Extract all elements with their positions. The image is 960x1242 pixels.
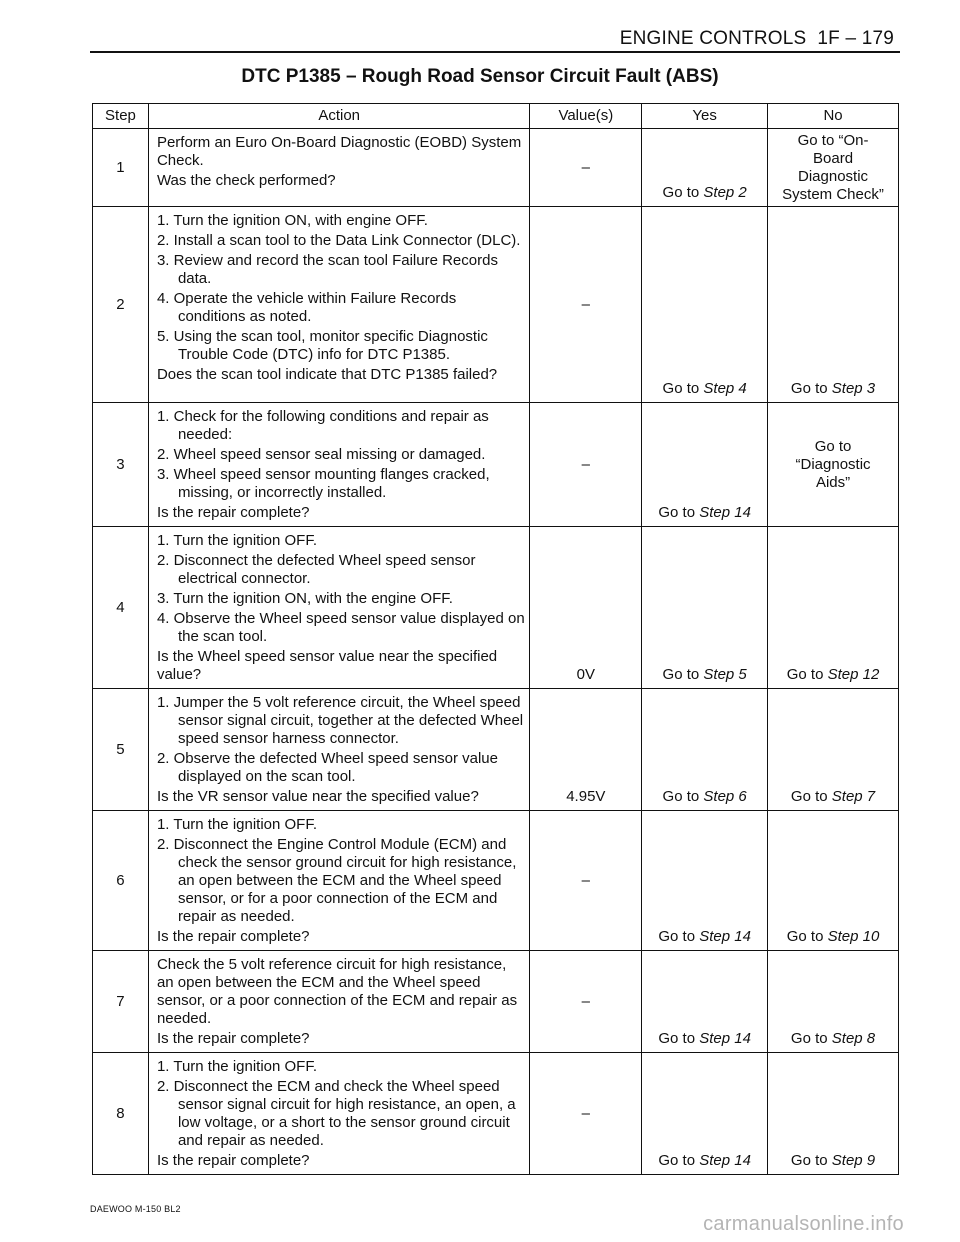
action-line: Was the check performed? (156, 172, 336, 189)
action-line: Is the repair complete? (156, 928, 310, 945)
no-result-text: Go to “Diagnostic Aids” (795, 437, 871, 491)
value-cell: – (530, 951, 642, 1053)
value-cell: 0V (530, 527, 642, 689)
action-cell (148, 207, 529, 403)
no-result (768, 527, 899, 689)
value-cell: – (530, 403, 642, 527)
action-line: 2. Observe the defected Wheel speed sensor value displayed on the scan tool. (156, 750, 498, 785)
no-result-prefix: Go to (790, 380, 828, 397)
yes-result-target: Step 6 (703, 788, 747, 805)
no-result-prefix: Go to (786, 928, 824, 945)
document-title: DTC P1385 – Rough Road Sensor Circuit Fault (ABS) (241, 66, 719, 87)
no-result (768, 1053, 899, 1175)
header-rule (90, 51, 900, 53)
step-number: 8 (93, 1053, 149, 1175)
table-row (93, 811, 899, 951)
action-line: Is the VR sensor value near the specified value? (156, 788, 479, 805)
header-section: ENGINE CONTROLS (619, 28, 807, 49)
yes-result-prefix: Go to (658, 928, 696, 945)
column-header-values: Value(s) (530, 104, 642, 129)
action-line: Is the repair complete? (156, 1152, 310, 1169)
no-result-prefix: Go to (786, 666, 824, 683)
step-number: 4 (93, 527, 149, 689)
yes-result-target: Step 14 (699, 928, 751, 945)
step-number: 7 (93, 951, 149, 1053)
no-result (768, 689, 899, 811)
yes-result (642, 129, 768, 207)
action-line: 1. Jumper the 5 volt reference circuit, the Wheel speed sensor signal circuit, together at the defected Wheel speed sensor harness connector. (156, 694, 524, 747)
action-line: 1. Turn the ignition OFF. (156, 816, 318, 833)
column-header-yes: Yes (642, 104, 768, 129)
no-result-target: Step 8 (831, 1030, 876, 1047)
value-cell: – (530, 129, 642, 207)
step-number: 6 (93, 811, 149, 951)
yes-result-target: Step 2 (703, 184, 747, 201)
no-result-prefix: Go to (790, 788, 828, 805)
yes-result-target: Step 14 (699, 504, 751, 521)
step-number: 1 (93, 129, 149, 207)
action-line: 2. Install a scan tool to the Data Link Connector (DLC). (156, 232, 521, 249)
action-line: Is the repair complete? (156, 1030, 310, 1047)
action-line: 1. Check for the following conditions and repair as needed: (156, 408, 489, 443)
action-line: 3. Turn the ignition ON, with the engine OFF. (156, 590, 453, 607)
step-number: 2 (93, 207, 149, 403)
yes-result-prefix: Go to (662, 380, 700, 397)
table-row (93, 689, 899, 811)
no-result-prefix: Go to (790, 1152, 828, 1169)
action-line: Perform an Euro On-Board Diagnostic (EOBD) System Check. (156, 134, 522, 169)
yes-result (642, 527, 768, 689)
no-result-target: Step 9 (831, 1152, 876, 1169)
no-result (768, 129, 899, 207)
no-result-target: Step 10 (827, 928, 880, 945)
value-cell: 4.95V (530, 689, 642, 811)
column-header-action: Action (148, 104, 529, 129)
yes-result-target: Step 4 (703, 380, 747, 397)
no-result-prefix: Go to (790, 1030, 828, 1047)
action-line: 1. Turn the ignition OFF. (156, 532, 318, 549)
action-cell (148, 951, 529, 1053)
value-cell: – (530, 207, 642, 403)
yes-result-prefix: Go to (662, 184, 700, 201)
action-line: Check the 5 volt reference circuit for high resistance, an open between the ECM and the Wheel speed sensor, or a poor connection of the ECM and repair as needed. (156, 956, 518, 1027)
action-line: 2. Disconnect the ECM and check the Wheel speed sensor signal circuit for high resistance, an open, a low voltage, or a short to the sensor ground circuit and repair as needed. (156, 1078, 516, 1149)
no-result-target: Step 3 (831, 380, 876, 397)
footer-code: DAEWOO M-150 BL2 (90, 1204, 181, 1214)
action-line: 3. Wheel speed sensor mounting flanges cracked, missing, or incorrectly installed. (156, 466, 490, 501)
yes-result-prefix: Go to (658, 1030, 696, 1047)
table-row (93, 207, 899, 403)
yes-result (642, 689, 768, 811)
action-line: 2. Wheel speed sensor seal missing or damaged. (156, 446, 486, 463)
no-result (768, 207, 899, 403)
no-result (768, 403, 899, 527)
yes-result-target: Step 14 (699, 1152, 751, 1169)
yes-result-prefix: Go to (658, 504, 696, 521)
action-line: Does the scan tool indicate that DTC P1385 failed? (156, 366, 498, 383)
no-result-text: Go to “On-Board Diagnostic System Check” (782, 131, 884, 203)
action-line: 3. Review and record the scan tool Failure Records data. (156, 252, 498, 287)
action-cell (148, 129, 529, 207)
page-header (620, 28, 894, 50)
yes-result (642, 1053, 768, 1175)
yes-result (642, 207, 768, 403)
action-cell (148, 811, 529, 951)
column-header-step: Step (93, 104, 149, 129)
action-line: 2. Disconnect the defected Wheel speed sensor electrical connector. (156, 552, 476, 587)
header-page: 1F – 179 (817, 28, 894, 49)
table-row (93, 129, 899, 207)
action-line: Is the Wheel speed sensor value near the specified value? (156, 648, 498, 683)
step-number: 3 (93, 403, 149, 527)
yes-result (642, 951, 768, 1053)
yes-result (642, 811, 768, 951)
action-line: 5. Using the scan tool, monitor specific Diagnostic Trouble Code (DTC) info for DTC P1385. (156, 328, 488, 363)
yes-result-target: Step 5 (703, 666, 747, 683)
table-row (93, 403, 899, 527)
yes-result-prefix: Go to (662, 788, 700, 805)
action-cell (148, 1053, 529, 1175)
action-line: 1. Turn the ignition OFF. (156, 1058, 318, 1075)
table-row (93, 1053, 899, 1175)
column-header-no: No (768, 104, 899, 129)
table-row (93, 527, 899, 689)
action-cell (148, 689, 529, 811)
diagnostic-table (92, 103, 899, 1175)
action-line: Is the repair complete? (156, 504, 310, 521)
yes-result-prefix: Go to (658, 1152, 696, 1169)
action-cell (148, 527, 529, 689)
action-cell (148, 403, 529, 527)
action-line: 2. Disconnect the Engine Control Module (ECM) and check the sensor ground circuit for high resistance, an open between the ECM and the Wheel speed sensor, or for a poor connection of the ECM and repair as needed. (156, 836, 517, 925)
value-cell: – (530, 811, 642, 951)
watermark: carmanualsonline.info (703, 1213, 904, 1235)
no-result (768, 811, 899, 951)
action-line: 4. Operate the vehicle within Failure Records conditions as noted. (156, 290, 457, 325)
action-line: 1. Turn the ignition ON, with engine OFF. (156, 212, 428, 229)
no-result (768, 951, 899, 1053)
no-result-target: Step 7 (831, 788, 876, 805)
table-row (93, 951, 899, 1053)
table-header-row (93, 104, 899, 129)
yes-result-prefix: Go to (662, 666, 700, 683)
yes-result-target: Step 14 (699, 1030, 751, 1047)
value-cell: – (530, 1053, 642, 1175)
no-result-target: Step 12 (827, 666, 880, 683)
step-number: 5 (93, 689, 149, 811)
yes-result (642, 403, 768, 527)
action-line: 4. Observe the Wheel speed sensor value displayed on the scan tool. (156, 610, 525, 645)
